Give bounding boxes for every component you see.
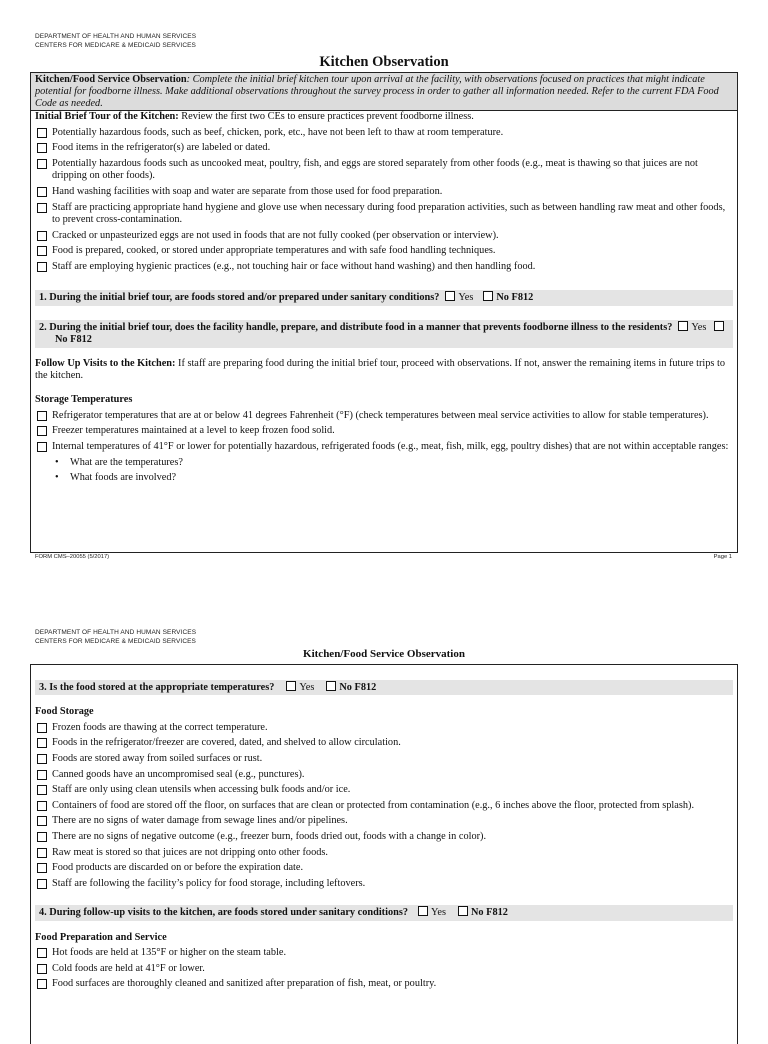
checkbox[interactable] [37, 801, 47, 811]
initial-tour-label: Initial Brief Tour of the Kitchen: [35, 111, 179, 123]
checklist-item [35, 815, 731, 827]
checklist-item [35, 878, 731, 890]
checkbox[interactable] [37, 159, 47, 169]
q2-yes-label: Yes [691, 321, 707, 333]
food-storage-heading: Food Storage [35, 706, 94, 718]
checklist-item-text: Containers of food are stored off the floor, on surfaces that are clean or protected from contamination (e.g., 6 inches above the floor, protected from splash). [52, 799, 695, 811]
checkbox[interactable] [37, 246, 47, 256]
checklist-item [35, 441, 731, 453]
checklist-item-text: Frozen foods are thawing at the correct temperature. [52, 721, 268, 733]
checklist-item-text: Food is prepared, cooked, or stored under appropriate temperatures and with safe food handling techniques. [52, 245, 496, 257]
form-number: FORM CMS–20055 (5/2017) [35, 554, 110, 560]
instructions-text: : Complete the initial brief kitchen tour upon arrival at the facility, with observations focused on practices that might indicate potential for foodborne illness. Make additional observations throughout the survey process in order to gather all information needed. Refer to the current FDA Food Code as needed. [35, 74, 719, 109]
checklist-item-text: Foods are stored away from soiled surfaces or rust. [52, 753, 263, 764]
q1-no-checkbox[interactable] [483, 291, 493, 301]
question-4 [35, 905, 733, 920]
checklist-item [35, 847, 731, 859]
followup-section [31, 358, 737, 485]
q4-yes-label: Yes [431, 907, 446, 919]
observation-frame [30, 72, 738, 553]
checklist-item [35, 261, 731, 273]
checklist-item-text: Cracked or unpasteurized eggs are not used in foods that are not fully cooked (per observation or interview). [52, 229, 499, 241]
food-prep-heading: Food Preparation and Service [35, 931, 167, 943]
checklist-item-text: Freezer temperatures maintained at a level to keep frozen food solid. [52, 425, 335, 437]
form-page-2 [0, 590, 768, 1024]
checklist-item-text: There are no signs of water damage from sewage lines and/or pipelines. [52, 815, 348, 827]
checklist-item [35, 245, 731, 257]
checklist-item [35, 425, 731, 437]
food-prep-section [31, 932, 737, 991]
q4-no-checkbox[interactable] [458, 906, 468, 916]
q3-yes-label: Yes [299, 682, 315, 693]
checklist-item [35, 831, 731, 843]
checklist-item [35, 158, 731, 183]
checkbox[interactable] [37, 143, 47, 153]
checklist-item [35, 722, 731, 734]
q1-no-label: No F812 [496, 292, 534, 304]
q4-yes-checkbox[interactable] [418, 906, 428, 916]
q2-no-checkbox[interactable] [714, 321, 724, 331]
checkbox[interactable] [37, 426, 47, 436]
storage-temperatures-heading: Storage Temperatures [35, 394, 133, 406]
question-2 [35, 320, 733, 348]
q3-no-label: No F812 [339, 682, 377, 693]
checklist-item [35, 753, 731, 765]
observation-frame [30, 664, 738, 1044]
checklist-item [35, 737, 731, 749]
agency-line-2: CENTERS FOR MEDICARE & MEDICAID SERVICES [35, 638, 196, 645]
q1-yes-checkbox[interactable] [445, 291, 455, 301]
checkbox[interactable] [37, 187, 47, 197]
checkbox[interactable] [37, 754, 47, 764]
checklist-item-text: Staff are following the facility’s policy for food storage, including leftovers. [52, 877, 366, 889]
checkbox[interactable] [37, 979, 47, 989]
checklist-item [35, 800, 731, 812]
q1-yes-label: Yes [458, 292, 474, 304]
bullet-item: • What foods are involved? [35, 472, 731, 484]
checklist-item-text: Staff are employing hygienic practices (e.g., not touching hair or face without hand washing) and then handling food. [52, 260, 536, 272]
checklist-item-text: Potentially hazardous foods such as uncooked meat, poultry, fish, and eggs are stored separately from other foods (e.g., meat is thawing so that juices are not dripping on other foods). [52, 157, 698, 182]
q2-no-label: No F812 [55, 334, 92, 346]
checklist-item-text: Canned goods have an uncompromised seal (e.g., punctures). [52, 768, 305, 780]
checkbox[interactable] [37, 785, 47, 795]
checkbox[interactable] [37, 863, 47, 873]
q4-no-label: No F812 [471, 907, 508, 919]
q2-yes-checkbox[interactable] [678, 321, 688, 331]
checklist-item [35, 978, 731, 990]
checklist-item-text: Cold foods are held at 41°F or lower. [52, 962, 205, 974]
checklist-item [35, 410, 731, 422]
checkbox[interactable] [37, 848, 47, 858]
checklist-item [35, 202, 731, 227]
checkbox[interactable] [37, 442, 47, 452]
checkbox[interactable] [37, 816, 47, 826]
followup-paragraph [35, 358, 731, 383]
page-number: Page 1 [713, 554, 732, 560]
checkbox[interactable] [37, 832, 47, 842]
initial-tour-section [31, 111, 737, 273]
checkbox[interactable] [37, 770, 47, 780]
checklist-item-text: Staff are practicing appropriate hand hygiene and glove use when necessary during food preparation activities, such as between handling raw meat and other foods, to prevent cross-contamination. [52, 201, 726, 225]
checklist-item-text: Potentially hazardous foods, such as beef, chicken, pork, etc., have not been left to thaw at room temperature. [52, 126, 504, 138]
checkbox[interactable] [37, 231, 47, 241]
checklist-item-text: Food surfaces are thoroughly cleaned and sanitized after preparation of fish, meat, or poultry. [52, 978, 437, 990]
checklist-item-text: Staff are only using clean utensils when accessing bulk foods and/or ice. [52, 784, 351, 796]
question-1 [35, 290, 733, 305]
agency-header [35, 628, 196, 646]
checklist-item [35, 862, 731, 874]
checkbox[interactable] [37, 964, 47, 974]
checkbox[interactable] [37, 411, 47, 421]
checklist-item-text: Internal temperatures of 41°F or lower for potentially hazardous, refrigerated foods (e.g., meat, fish, milk, egg, poultry dishes) that are not within acceptable ranges: [52, 440, 729, 452]
agency-header [35, 32, 196, 50]
question-1-text: 1. During the initial brief tour, are foods stored and/or prepared under sanitary conditions? [39, 292, 440, 304]
checklist-item-text: Foods in the refrigerator/freezer are covered, dated, and shelved to allow circulation. [52, 737, 401, 749]
checkbox[interactable] [37, 879, 47, 889]
agency-line-1: DEPARTMENT OF HEALTH AND HUMAN SERVICES [35, 629, 197, 636]
initial-tour-text: Review the first two CEs to ensure practices prevent foodborne illness. [178, 111, 474, 123]
checklist-item-text: Hot foods are held at 135°F or higher on the steam table. [52, 947, 287, 959]
checkbox[interactable] [37, 723, 47, 733]
checklist-item [35, 769, 731, 781]
checkbox[interactable] [37, 128, 47, 138]
question-2-text: 2. During the initial brief tour, does the facility handle, prepare, and distribute food in a manner that prevents foodborne illness to the residents? [39, 321, 673, 333]
checklist-item-text: Food products are discarded on or before the expiration date. [52, 862, 304, 874]
checklist-item-text: Raw meat is stored so that juices are not dripping onto other foods. [52, 846, 328, 858]
checkbox[interactable] [37, 948, 47, 958]
checklist-item [35, 784, 731, 796]
page-title: Kitchen/Food Service Observation [303, 648, 465, 660]
checklist-item [35, 963, 731, 975]
q3-yes-checkbox[interactable] [286, 681, 296, 691]
food-storage-section [31, 706, 737, 890]
question-3 [35, 680, 733, 695]
checklist-item [35, 127, 731, 139]
checklist-item [35, 230, 731, 242]
checklist-item-text: Food items in the refrigerator(s) are labeled or dated. [52, 142, 271, 154]
checklist-item [35, 186, 731, 198]
question-3-text: 3. Is the food stored at the appropriate temperatures? [39, 682, 275, 693]
agency-line-2: CENTERS FOR MEDICARE & MEDICAID SERVICES [35, 42, 196, 49]
checklist-item [35, 142, 731, 154]
initial-tour-heading [35, 111, 731, 123]
instructions-box [31, 73, 737, 111]
page-title: Kitchen Observation [319, 54, 449, 70]
checkbox[interactable] [37, 203, 47, 213]
bullet-item: • What are the temperatures? [35, 457, 731, 469]
followup-text: If staff are preparing food during the initial brief tour, proceed with observations. If not, answer the remaining items in future trips to the kitchen. [35, 357, 725, 381]
checklist-item-text: Refrigerator temperatures that are at or below 41 degrees Fahrenheit (°F) (check temperatures between meal service activities to allow for stable temperatures). [52, 409, 709, 421]
agency-line-1: DEPARTMENT OF HEALTH AND HUMAN SERVICES [35, 33, 197, 40]
followup-label: Follow Up Visits to the Kitchen: [35, 357, 176, 369]
checklist-item-text: There are no signs of negative outcome (e.g., freezer burn, foods dried out, foods with a change in color). [52, 830, 487, 842]
q3-no-checkbox[interactable] [326, 681, 336, 691]
question-4-text: 4. During follow-up visits to the kitchen, are foods stored under sanitary conditions? [39, 907, 409, 919]
instructions-label: Kitchen/Food Service Observation [35, 74, 187, 85]
checkbox[interactable] [37, 262, 47, 272]
checklist-item-text: Hand washing facilities with soap and water are separate from those used for food preparation. [52, 185, 443, 197]
checkbox[interactable] [37, 738, 47, 748]
checklist-item [35, 947, 731, 959]
